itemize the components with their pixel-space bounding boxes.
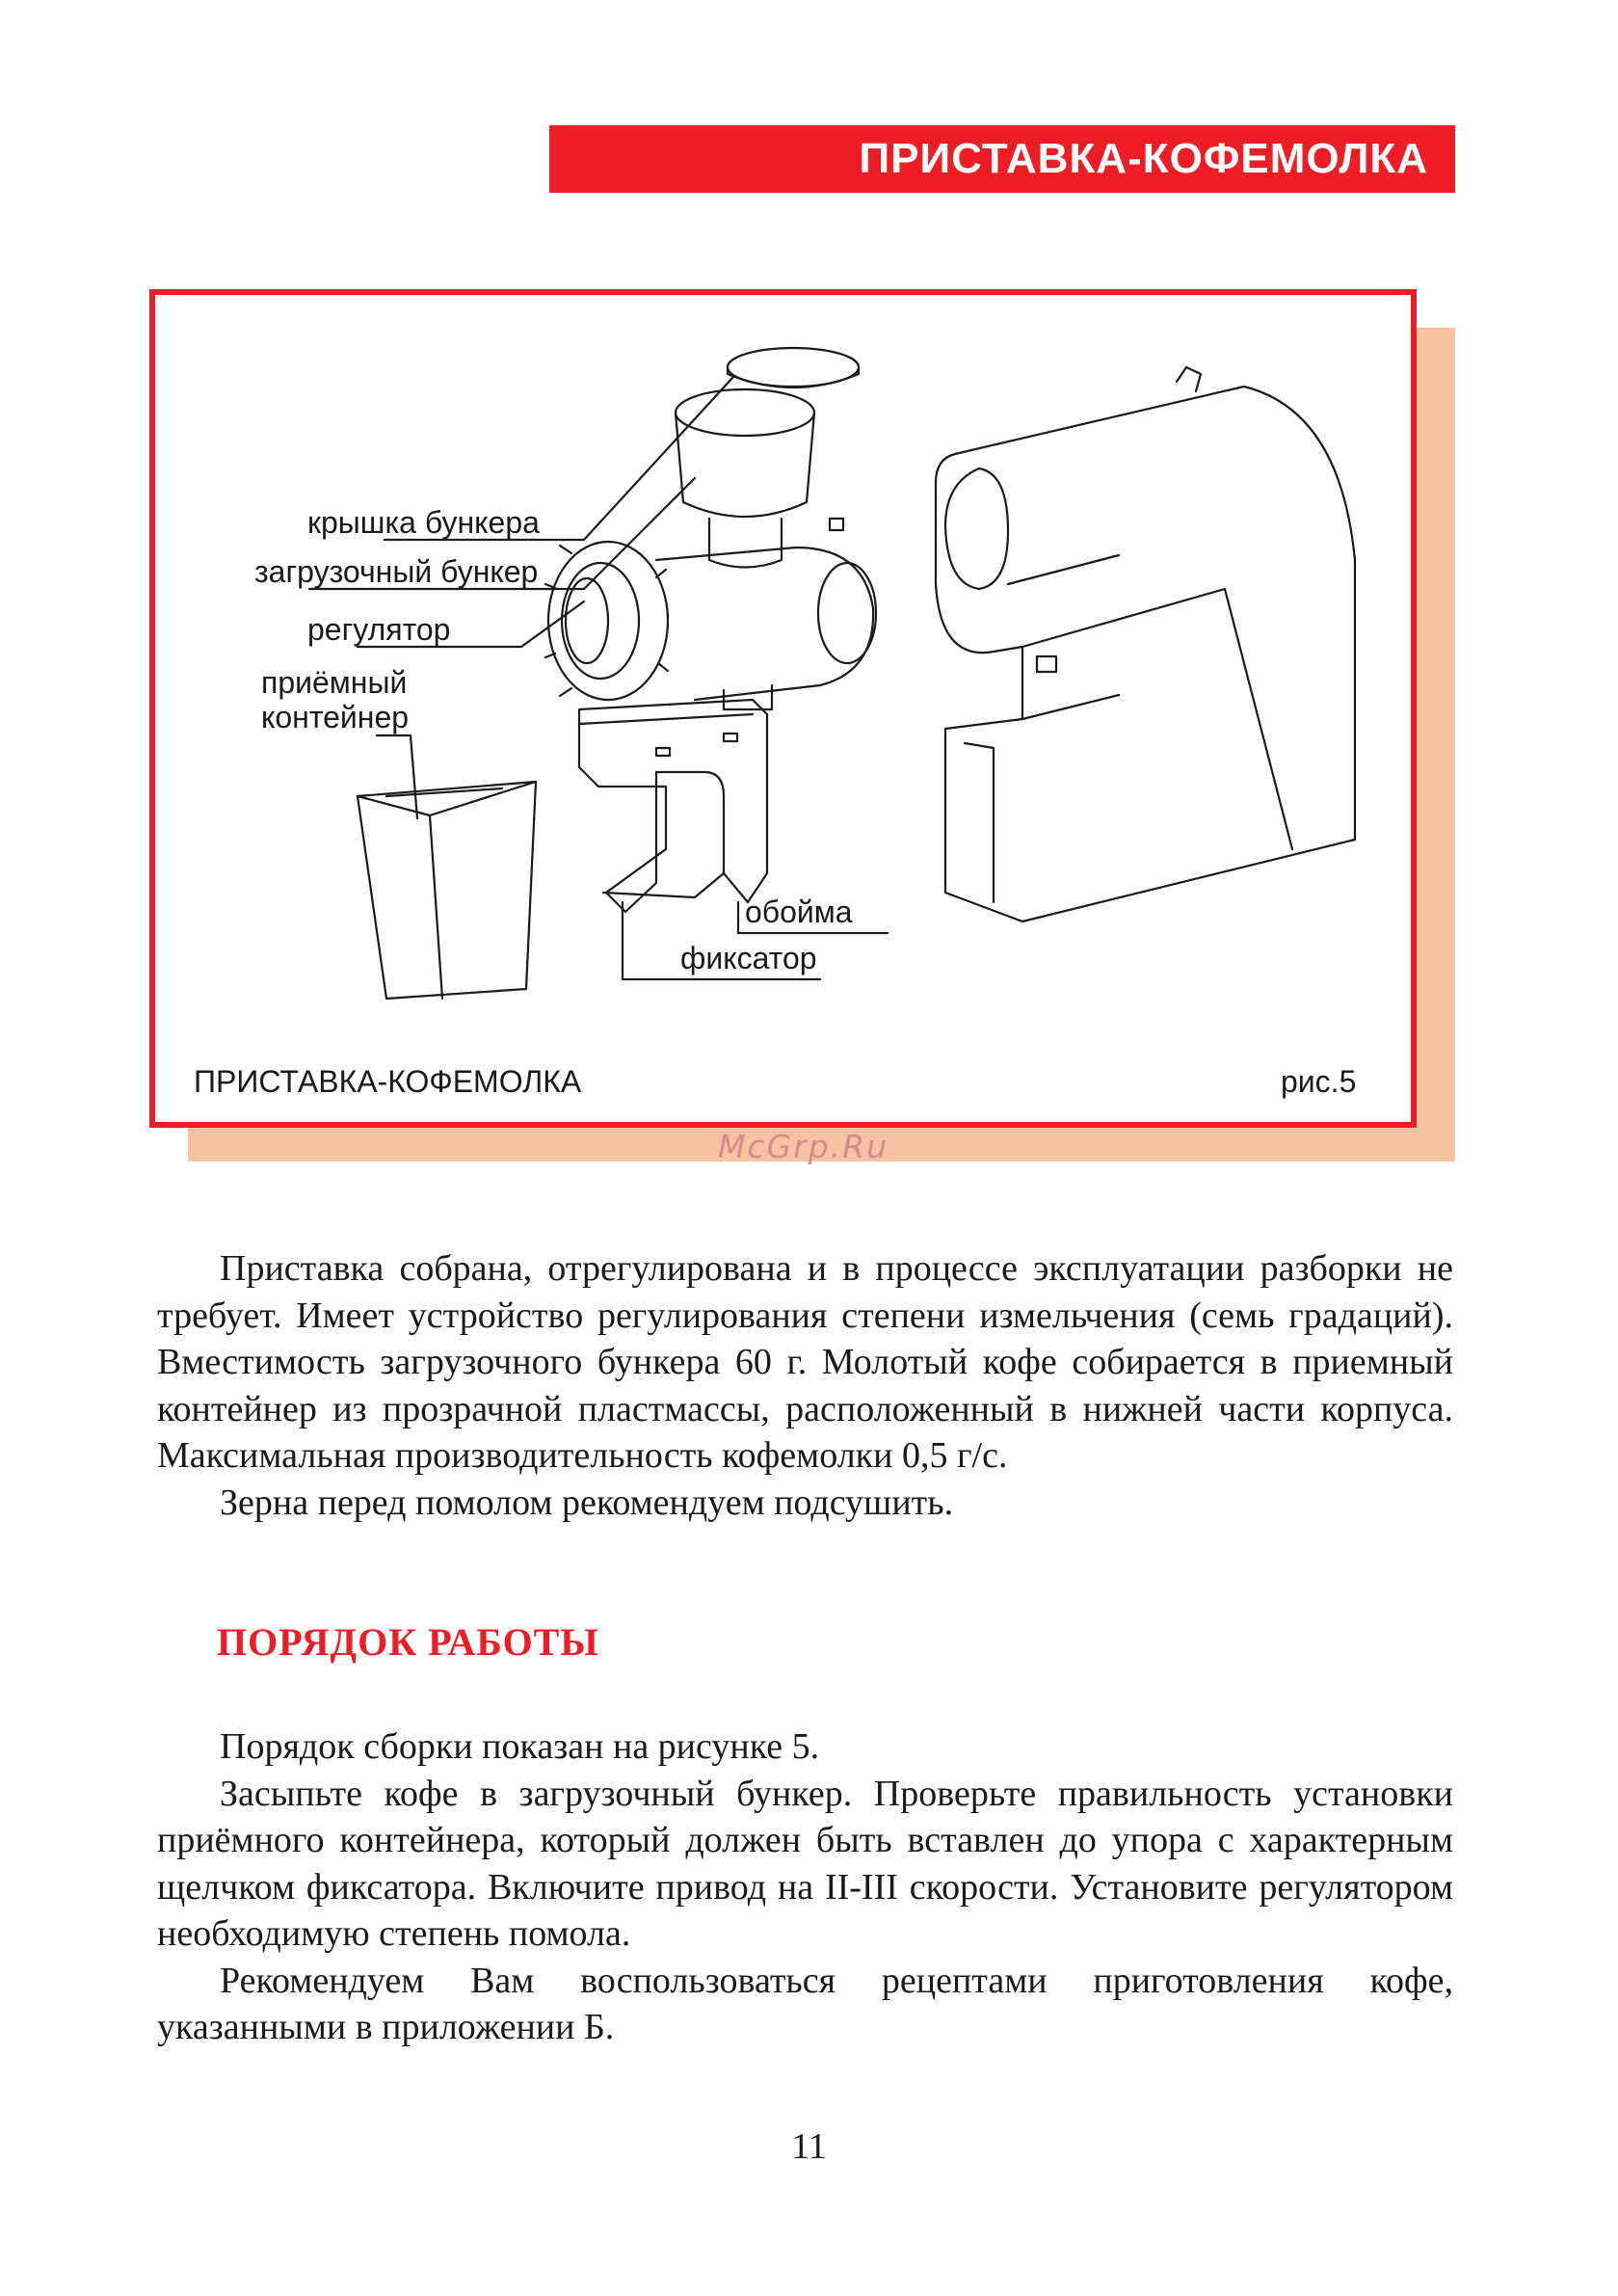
- figure-number: рис.5: [1281, 1064, 1357, 1099]
- label-container-line1: приёмный: [261, 665, 408, 700]
- figure-frame: [149, 289, 1417, 1128]
- grinder-body-shape: [656, 547, 873, 700]
- drive-housing-shape: [936, 387, 1355, 921]
- label-loading-hopper: загрузочный бункер: [254, 554, 539, 589]
- paragraph: Порядок сборки показан на рисунке 5.: [220, 1726, 820, 1767]
- paragraph: Засыпьте кофе в загрузочный бункер. Проверьте правильность установки приёмного контейнера, который должен быть вставлен до упора с характерным щелчком фиксатора. Включите привод на II-III скорости. Установите регулятором необходимую степень помола.: [157, 1773, 1453, 1954]
- label-regulator: регулятор: [307, 612, 451, 647]
- section-title: ПОРЯДОК РАБОТЫ: [217, 1620, 599, 1664]
- paragraph: Приставка собрана, отрегулирована и в процессе эксплуатации разборки не требует. Имеет устройство регулирования степени измельчения (семь градаций). Вместимость загрузочного бункера 60 г. Молотый кофе собирается в приемный контейнер из прозрачной пластмассы, расположенный в нижней части корпуса. Максимальная производительность кофемолки 0,5 г/с.: [157, 1248, 1453, 1476]
- paragraph: Зерна перед помолом рекомендуем подсушить.: [220, 1482, 954, 1523]
- body-text-intro: [157, 1245, 1453, 1526]
- body-text-procedure: [157, 1723, 1453, 2051]
- loading-hopper-shape: [676, 389, 814, 436]
- page-header-title: ПРИСТАВКА-КОФЕМОЛКА: [859, 135, 1428, 182]
- page-number: 11: [791, 2126, 827, 2167]
- figure-caption: ПРИСТАВКА-КОФЕМОЛКА: [194, 1064, 582, 1099]
- label-latch: фиксатор: [680, 941, 817, 975]
- label-hopper-lid: крышка бункера: [307, 505, 540, 540]
- receiving-container-shape: [358, 782, 536, 999]
- label-container-line2: контейнер: [261, 700, 410, 734]
- watermark: McGrp.Ru: [718, 1128, 889, 1165]
- page-header-bar: [549, 125, 1455, 193]
- paragraph: Рекомендуем Вам воспользоваться рецептами приготовления кофе, указанными в приложении Б.: [157, 1960, 1453, 2047]
- label-holder: обойма: [745, 894, 853, 929]
- holder-shape: [579, 700, 767, 912]
